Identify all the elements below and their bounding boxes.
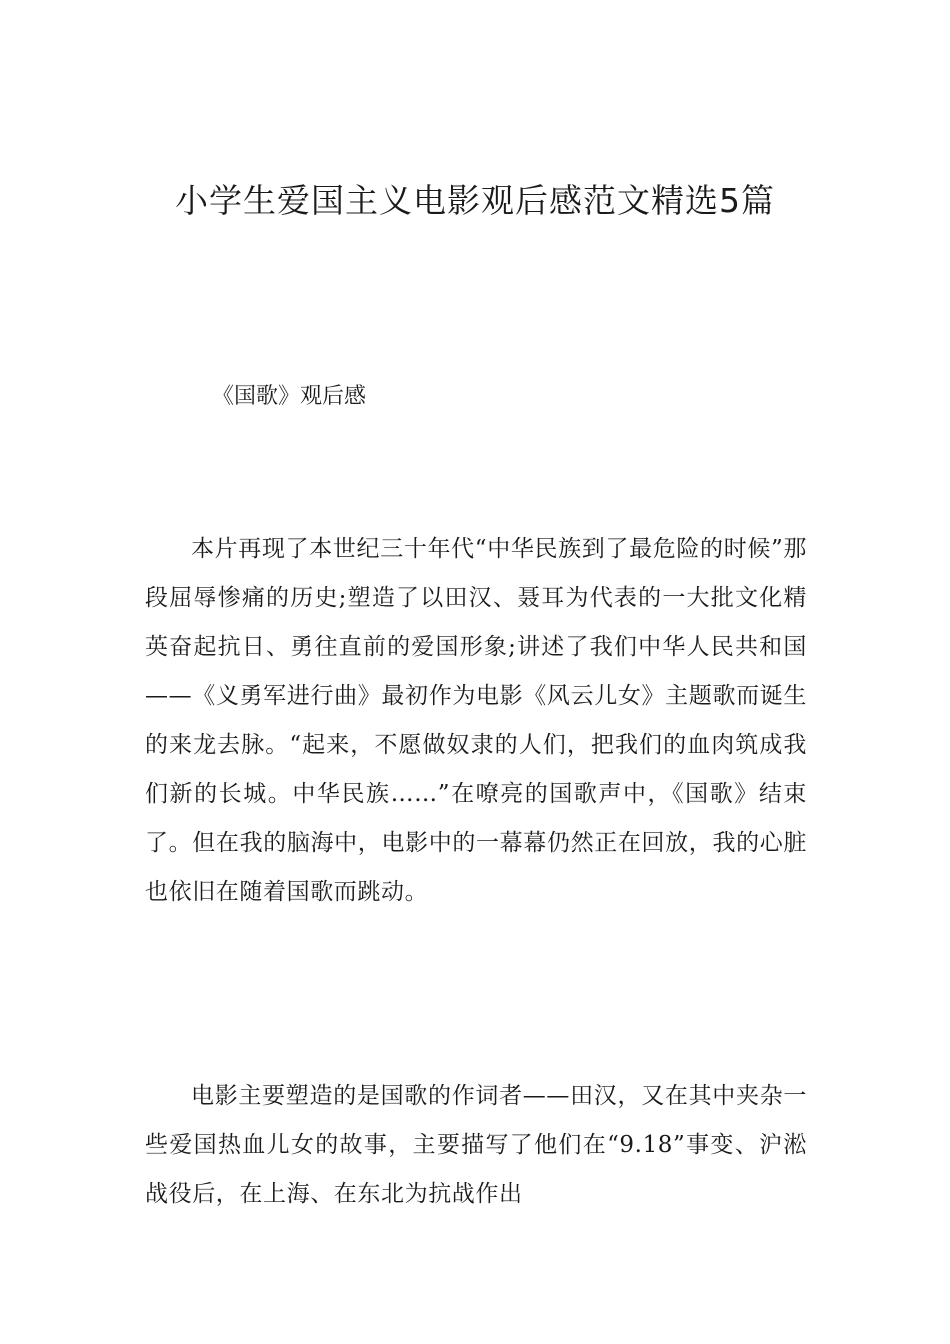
body-paragraph-1: 本片再现了本世纪三十年代“中华民族到了最危险的时候”那段屈辱惨痛的历史;塑造了以田汉、聂耳为代表的一大批文化精英奋起抗日、勇往直前的爱国形象;讲述了我们中华人民共和国——《义勇军进行曲》最初作为电影《风云儿女》主题歌而诞生的来龙去脉。“起来，不愿做奴隶的人们，把我们的血肉筑成我们新的长城。中华民族……”在嘹亮的国歌声中，《国歌》结束了。但在我的脑海中，电影中的一幕幕仍然正在回放，我的心脏也依旧在随着国歌而跳动。 bbox=[145, 536, 807, 905]
document-title: 小学生爱国主义电影观后感范文精选5篇 bbox=[175, 181, 775, 220]
section-heading: 《国歌》观后感 bbox=[212, 384, 367, 409]
body-paragraph-2: 电影主要塑造的是国歌的作词者——田汉，又在其中夹杂一些爱国热血儿女的故事，主要描写了他们在“9.18”事变、沪淞战役后，在上海、在东北为抗战作出 bbox=[145, 1083, 807, 1207]
